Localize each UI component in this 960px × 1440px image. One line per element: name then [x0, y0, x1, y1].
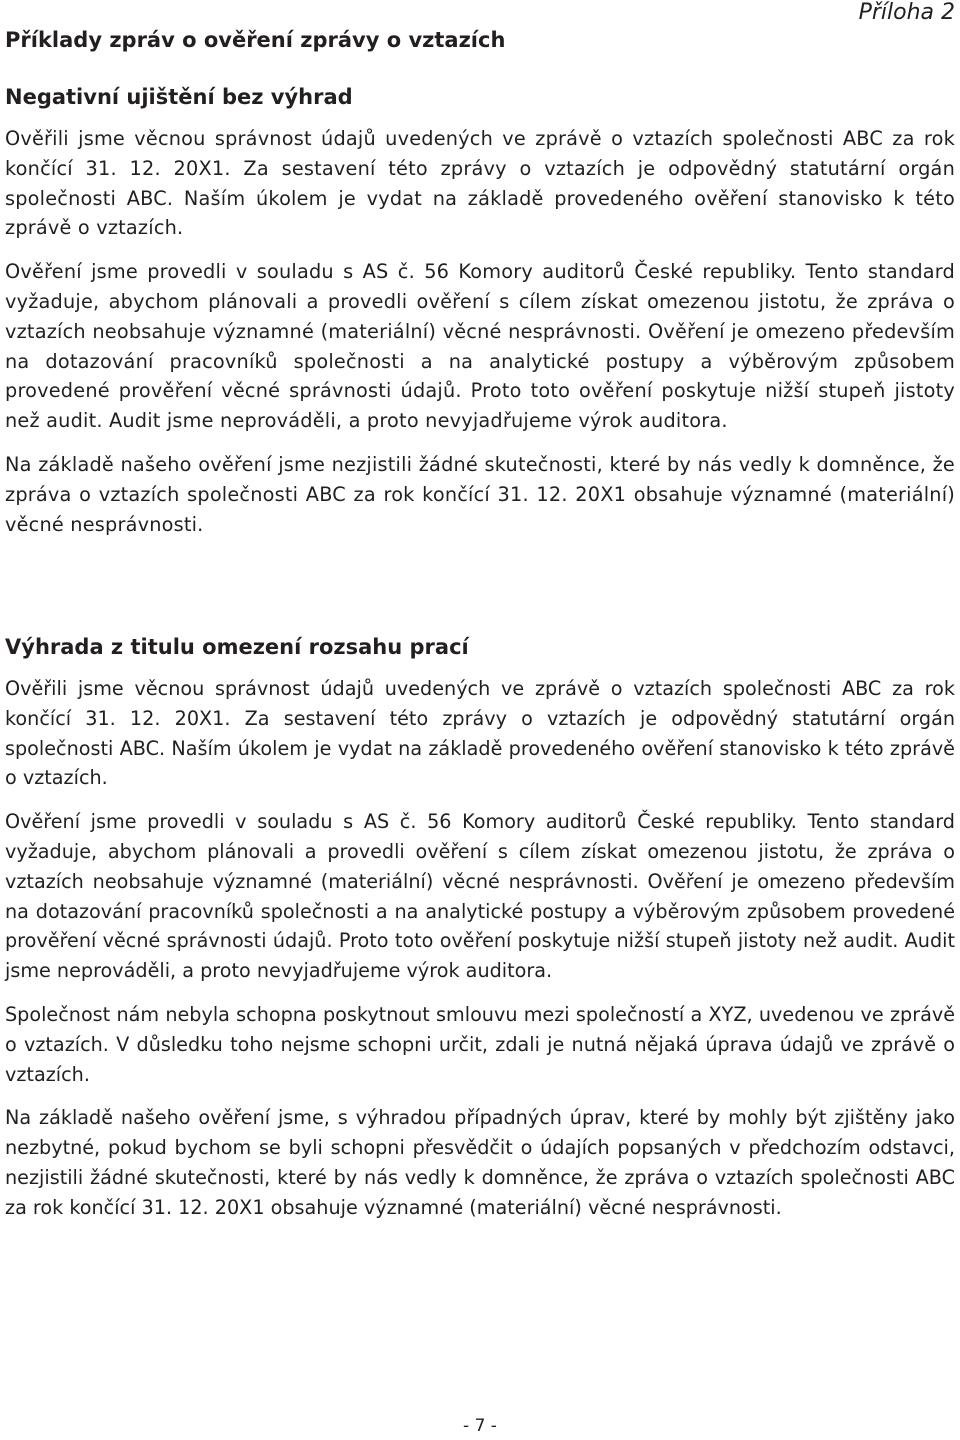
page-number: - 7 -: [463, 1416, 497, 1436]
paragraph: Ověřili jsme věcnou správnost údajů uvedených ve zprávě o vztazích společnosti ABC za rok končící 31. 12. 20X1. Za sestavení této zprávy o vztazích je odpovědný statutární orgán společnosti ABC. Naším úkolem je vydat na základě provedeného ověření stanovisko k této zprávě o vztazích.: [5, 127, 955, 240]
paragraph: Ověření jsme provedli v souladu s AS č. 56 Komory auditorů České republiky. Tento standard vyžaduje, abychom plánovali a provedli ověření s cílem získat omezenou jistotu, že zpráva o vztazích neobsahuje významné (materiální) věcné nesprávnosti. Ověření je omezeno především na dotazování pracovníků společnosti a na analytické postupy a výběrovým způsobem provedené prověření věcné správnosti údajů. Proto toto ověření poskytuje nižší stupeň jistoty než audit. Audit jsme neprováděli, a proto nevyjadřujeme výrok auditora.: [5, 810, 955, 983]
paragraph: Společnost nám nebyla schopna poskytnout smlouvu mezi společností a XYZ, uvedenou ve zprávě o vztazích. V důsledku toho nejsme schopni určit, zdali je nutná nějaká úprava údajů ve zprávě o vztazích.: [5, 1002, 955, 1086]
document-title: Příklady zpráv o ověření zprávy o vztazích: [5, 28, 506, 52]
paragraph: Na základě našeho ověření jsme nezjistili žádné skutečnosti, které by nás vedly k domněnce, že zpráva o vztazích společnosti ABC za rok končící 31. 12. 20X1 obsahuje významné (materiální) věcné nesprávnosti.: [5, 452, 955, 536]
section-heading: Negativní ujištění bez výhrad: [5, 85, 353, 109]
paragraph: Ověřili jsme věcnou správnost údajů uvedených ve zprávě o vztazích společnosti ABC za rok končící 31. 12. 20X1. Za sestavení této zprávy o vztazích je odpovědný statutární orgán společnosti ABC. Naším úkolem je vydat na základě provedeného ověření stanovisko k této zprávě o vztazích.: [5, 677, 955, 790]
section-heading: Výhrada z titulu omezení rozsahu prací: [5, 635, 469, 659]
annex-label: Příloha 2: [858, 0, 955, 25]
document-page: [5, 0, 955, 1440]
paragraph: Na základě našeho ověření jsme, s výhradou případných úprav, které by mohly být zjištěny jako nezbytné, pokud bychom se byli schopni přesvědčit o údajích popsaných v předchozím odstavci, nezjistili žádné skutečnosti, které by nás vedly k domněnce, že zpráva o vztazích společnosti ABC za rok končící 31. 12. 20X1 obsahuje významné (materiální) věcné nesprávnosti.: [5, 1106, 955, 1219]
section-negative-assurance: [5, 84, 955, 553]
section-qualified-scope-limitation: [5, 634, 955, 1237]
paragraph: Ověření jsme provedli v souladu s AS č. 56 Komory auditorů České republiky. Tento standard vyžaduje, abychom plánovali a provedli ověření s cílem získat omezenou jistotu, že zpráva o vztazích neobsahuje významné (materiální) věcné nesprávnosti. Ověření je omezeno především na dotazování pracovníků společnosti a na analytické postupy a výběrovým způsobem provedené prověření věcné správnosti údajů. Proto toto ověření poskytuje nižší stupeň jistoty než audit. Audit jsme neprováděli, a proto nevyjadřujeme výrok auditora.: [5, 260, 955, 433]
